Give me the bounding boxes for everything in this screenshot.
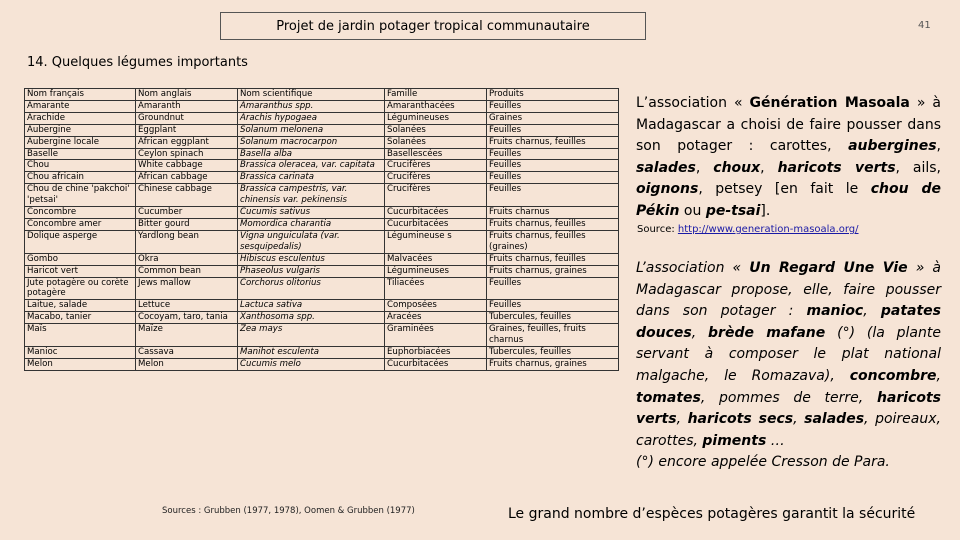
table-row [25, 207, 619, 219]
text-run: , ails, [895, 159, 942, 176]
table-source-note: Sources : Grubben (1977, 1978), Oomen & Grubben (1977) [162, 506, 415, 516]
table-row [25, 277, 619, 300]
cell-english: Cucumber [136, 207, 238, 219]
cell-products: Fruits charnus, feuilles [487, 218, 619, 230]
cell-family: Composées [385, 300, 487, 312]
table-row [25, 324, 619, 347]
cell-english: Bitter gourd [136, 218, 238, 230]
header-title-box [220, 12, 646, 40]
text-run: » à Madagascar a choisi de faire pousser dans son potager : carottes, [636, 95, 941, 155]
cell-scientific: Momordica charantia [238, 218, 385, 230]
cell-scientific: Solanum melonena [238, 124, 385, 136]
cell-family: Aracées [385, 312, 487, 324]
source-label: Source: [637, 224, 678, 235]
source-line [637, 224, 859, 235]
table-row [25, 100, 619, 112]
footnote: (°) encore appelée Cresson de Para. [636, 454, 890, 471]
cell-english: Jews mallow [136, 277, 238, 300]
cell-french: Manioc [25, 346, 136, 358]
cell-english: Okra [136, 253, 238, 265]
table-row [25, 184, 619, 207]
text-run: , [760, 159, 778, 176]
cell-scientific: Brassica carinata [238, 172, 385, 184]
cell-family: Crucifères [385, 172, 487, 184]
cell-english: Groundnut [136, 112, 238, 124]
cell-products: Feuilles [487, 172, 619, 184]
page-number: 41 [918, 20, 931, 31]
cell-english: White cabbage [136, 160, 238, 172]
cell-family: Légumineuses [385, 112, 487, 124]
table-row [25, 265, 619, 277]
cell-products: Graines, feuilles, fruits charnus [487, 324, 619, 347]
veg-aubergines: aubergines [848, 138, 937, 155]
veg-haricots-secs: haricots secs [687, 411, 794, 428]
cell-products: Feuilles [487, 300, 619, 312]
veg-haricots-verts: haricots verts [777, 159, 896, 176]
cell-products: Feuilles [487, 160, 619, 172]
text-run: , [691, 324, 709, 341]
cell-english: Ceylon spinach [136, 148, 238, 160]
section-title: 14. Quelques légumes importants [27, 55, 248, 70]
veg-tomates: tomates [636, 389, 701, 406]
cell-english: Lettuce [136, 300, 238, 312]
text-run: L’association « [636, 95, 750, 111]
cell-family: Cucurbitacées [385, 207, 487, 219]
text-run: , pommes de terre, [700, 389, 877, 406]
cell-french: Laitue, salade [25, 300, 136, 312]
source-link[interactable]: http://www.generation-masoala.org/ [677, 224, 859, 235]
veg-choux: choux [713, 159, 761, 176]
cell-family: Solanées [385, 124, 487, 136]
cell-family: Graminées [385, 324, 487, 347]
cell-products: Fruits charnus, feuilles [487, 253, 619, 265]
cell-english: Eggplant [136, 124, 238, 136]
cell-french: Maïs [25, 324, 136, 347]
text-run: , [936, 138, 941, 155]
text-run: … [766, 432, 785, 449]
text-run: , [863, 303, 881, 320]
cell-family: Crucifères [385, 160, 487, 172]
cell-french: Aubergine locale [25, 136, 136, 148]
table-row [25, 112, 619, 124]
text-run: , [695, 159, 714, 176]
cell-family: Cucurbitacées [385, 358, 487, 370]
association-name: Un Regard Une Vie [749, 260, 908, 276]
text-run: , petsey [en fait le [698, 181, 871, 198]
text-run: » à Madagascar propose, elle, faire pousser dans son potager : [636, 260, 941, 320]
veg-pe-tsai: pe-tsai [705, 202, 761, 219]
header-cell-scientific: Nom scientifique [238, 89, 385, 101]
text-run: L’association « [636, 260, 750, 276]
table-row [25, 160, 619, 172]
cell-family: Cucurbitacées [385, 218, 487, 230]
cell-scientific: Phaseolus vulgaris [238, 265, 385, 277]
cell-scientific: Xanthosoma spp. [238, 312, 385, 324]
cell-family: Basellescées [385, 148, 487, 160]
cell-english: Yardlong bean [136, 230, 238, 253]
text-run: ou [679, 202, 706, 219]
table-row [25, 346, 619, 358]
cell-products: Feuilles [487, 148, 619, 160]
cell-scientific: Lactuca sativa [238, 300, 385, 312]
veg-haricots-verts: haricots verts [636, 389, 941, 428]
header-cell-products: Produits [487, 89, 619, 101]
cell-scientific: Corchorus olitorius [238, 277, 385, 300]
table-row [25, 312, 619, 324]
cell-scientific: Cucumis sativus [238, 207, 385, 219]
table-row [25, 172, 619, 184]
veg-salades: salades [636, 159, 696, 176]
cell-family: Amaranthacées [385, 100, 487, 112]
veg-chou-de-pekin: chou de Pékin [636, 181, 941, 219]
cell-french: Melon [25, 358, 136, 370]
cell-english: Cassava [136, 346, 238, 358]
cell-family: Tiliacées [385, 277, 487, 300]
cell-scientific: Brassica campestris, var. chinensis var. pekinensis [238, 184, 385, 207]
cell-family: Solanées [385, 136, 487, 148]
veg-concombre: concombre [849, 367, 937, 384]
table-row [25, 148, 619, 160]
cell-scientific: Manihot esculenta [238, 346, 385, 358]
cell-french: Concombre [25, 207, 136, 219]
cell-products: Feuilles [487, 124, 619, 136]
header-cell-english: Nom anglais [136, 89, 238, 101]
cell-french: Gombo [25, 253, 136, 265]
cell-products: Fruits charnus [487, 207, 619, 219]
cell-products: Fruits charnus, feuilles [487, 136, 619, 148]
cell-scientific: Brassica oleracea, var. capitata [238, 160, 385, 172]
cell-french: Chou africain [25, 172, 136, 184]
cell-family: Légumineuse s [385, 230, 487, 253]
table-row [25, 124, 619, 136]
cell-english: Common bean [136, 265, 238, 277]
vegetable-table [24, 88, 619, 371]
generation-masoala-paragraph [636, 93, 941, 223]
association-name: Génération Masoala [749, 95, 910, 111]
cell-french: Amarante [25, 100, 136, 112]
table-row [25, 300, 619, 312]
veg-brede-mafane: brède mafane [708, 324, 826, 341]
un-regard-une-vie-paragraph [636, 258, 941, 474]
cell-french: Macabo, tanier [25, 312, 136, 324]
bottom-statement: Le grand nombre d’espèces potagères garantit la sécurité [508, 506, 916, 522]
cell-english: African eggplant [136, 136, 238, 148]
cell-english: African cabbage [136, 172, 238, 184]
cell-scientific: Arachis hypogaea [238, 112, 385, 124]
cell-products: Tubercules, feuilles [487, 346, 619, 358]
text-run: ]. [760, 202, 771, 219]
cell-products: Feuilles [487, 277, 619, 300]
cell-products: Fruits charnus, graines [487, 265, 619, 277]
cell-scientific: Basella alba [238, 148, 385, 160]
cell-english: Amaranth [136, 100, 238, 112]
text-run: , [936, 367, 941, 384]
cell-scientific: Cucumis melo [238, 358, 385, 370]
text-run: , [676, 411, 688, 428]
cell-french: Concombre amer [25, 218, 136, 230]
cell-products: Feuilles [487, 100, 619, 112]
vegetable-table-body [25, 89, 619, 371]
cell-products: Fruits charnus, graines [487, 358, 619, 370]
cell-family: Malvacées [385, 253, 487, 265]
table-row [25, 230, 619, 253]
header-cell-family: Famille [385, 89, 487, 101]
cell-scientific: Hibiscus esculentus [238, 253, 385, 265]
cell-family: Légumineuses [385, 265, 487, 277]
veg-salades: salades [804, 411, 865, 428]
cell-french: Arachide [25, 112, 136, 124]
text-run: , poireaux, carottes, [636, 411, 941, 449]
cell-scientific: Solanum macrocarpon [238, 136, 385, 148]
table-header-row [25, 89, 619, 101]
table-row [25, 218, 619, 230]
cell-products: Graines [487, 112, 619, 124]
text-run: , [793, 411, 805, 428]
cell-english: Melon [136, 358, 238, 370]
cell-products: Feuilles [487, 184, 619, 207]
cell-french: Chou [25, 160, 136, 172]
cell-scientific: Zea mays [238, 324, 385, 347]
header-cell-french: Nom français [25, 89, 136, 101]
cell-family: Crucifères [385, 184, 487, 207]
cell-french: Chou de chine 'pakchoi' 'petsai' [25, 184, 136, 207]
cell-scientific: Amaranthus spp. [238, 100, 385, 112]
veg-patates-douces: patates douces [636, 303, 941, 341]
cell-french: Aubergine [25, 124, 136, 136]
table-row [25, 136, 619, 148]
veg-manioc: manioc [806, 303, 864, 320]
text-run: (°) (la plante servant à composer le plat national malgache, le Romazava), [636, 324, 941, 384]
table-row [25, 358, 619, 370]
cell-french: Jute potagère ou corète potagère [25, 277, 136, 300]
cell-english: Cocoyam, taro, tania [136, 312, 238, 324]
cell-french: Baselle [25, 148, 136, 160]
cell-products: Fruits charnus, feuilles (graines) [487, 230, 619, 253]
table-row [25, 253, 619, 265]
cell-french: Haricot vert [25, 265, 136, 277]
cell-english: Maïze [136, 324, 238, 347]
cell-english: Chinese cabbage [136, 184, 238, 207]
veg-oignons: oignons [636, 181, 699, 198]
cell-scientific: Vigna unguiculata (var. sesquipedalis) [238, 230, 385, 253]
cell-french: Dolique asperge [25, 230, 136, 253]
cell-products: Tubercules, feuilles [487, 312, 619, 324]
cell-family: Euphorbiacées [385, 346, 487, 358]
header-title: Projet de jardin potager tropical communautaire [276, 18, 590, 34]
veg-piments: piments [702, 432, 767, 449]
